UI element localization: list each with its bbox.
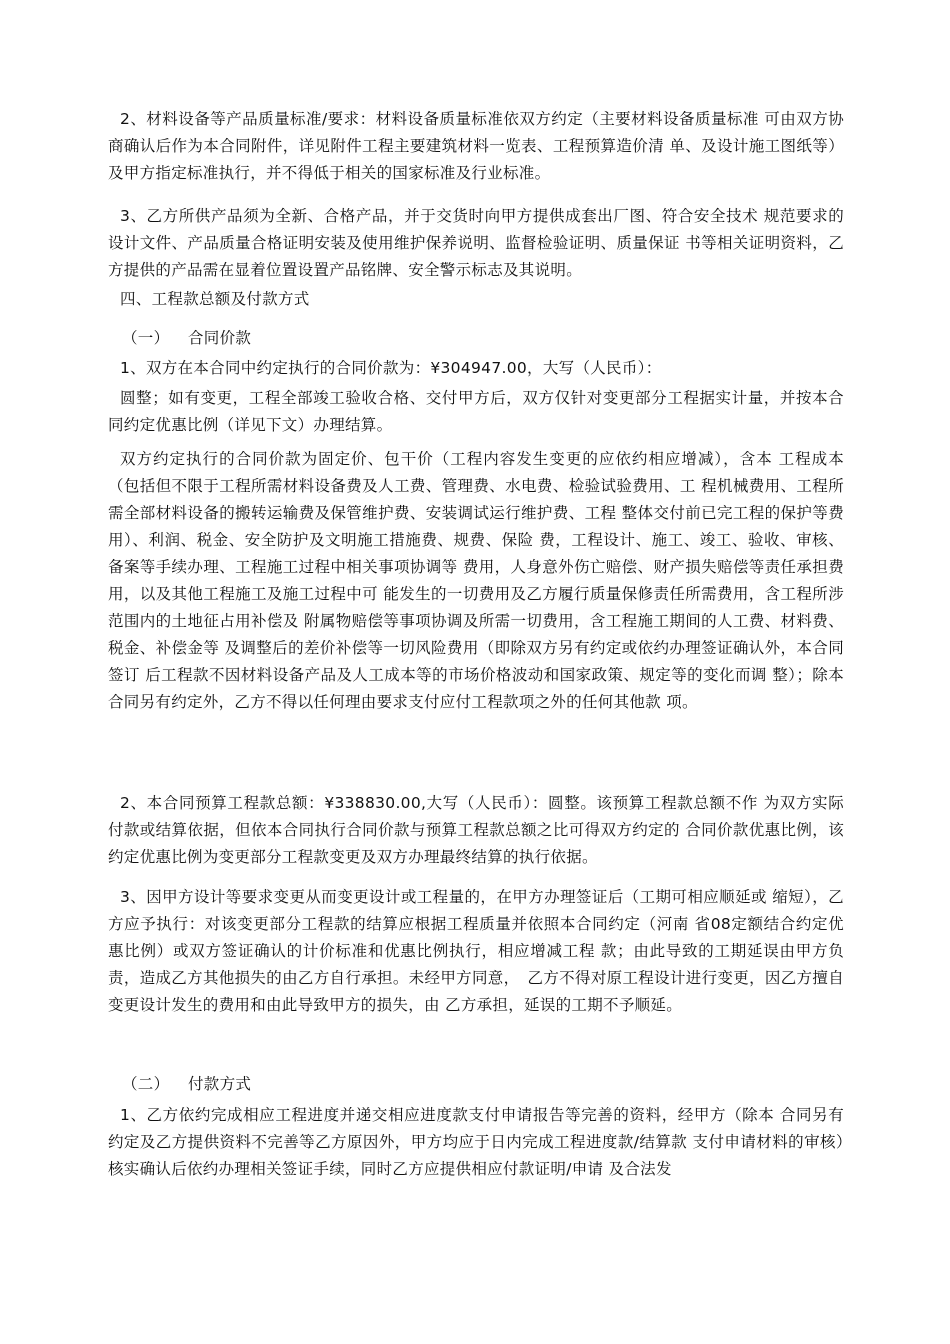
subsection-title: 付款方式 — [188, 1075, 252, 1093]
paragraph-budget-total: 2、本合同预算工程款总额：¥338830.00,大写（人民币）：圆整。该预算工程款总额不作 为双方实际付款或结算依据，但依本合同执行合同价款与预算工程款总额之比可得双方约定的 合同价款优惠比例，该约定优惠比例为变更部分工程款变更及双方办理最终结算的执行依据。 — [108, 794, 844, 866]
paragraph-contract-price-amount: 1、双方在本合同中约定执行的合同价款为：¥304947.00，大写（人民币）： — [120, 359, 662, 377]
paragraph-fixed-price-scope: 双方约定执行的合同价款为固定价、包干价（工程内容发生变更的应依约相应增减），含本 工程成本（包括但不限于工程所需材料设备费及人工费、管理费、水电费、检验试验费用、工 程机械费用、工程所需全部材料设备的搬转运输费及保管维护费、安装调试运行维护费、工程 整体交付前已完工程的保护等费用）、利润、税金、安全防护及文明施工措施费、规费、保险 费，工程设计、施工、竣工、验收、审核、备案等手续办理、工程施工过程中相关事项协调等 费用，人身意外伤亡赔偿、财产损失赔偿等责任承担费用，以及其他工程施工及施工过程中可 能发生的一切费用及乙方履行质量保修责任所需费用，含工程所涉范围内的土地征占用补偿及 附属物赔偿等事项协调及所需一切费用，含工程施工期间的人工费、材料费、税金、补偿金等 及调整后的差价补偿等一切风险费用（即除双方另有约定或依约办理签证确认外，本合同签订 后工程款不因材料设备产品及人工成本等的市场价格波动和国家政策、规定等的变化而调 整）；除本合同另有约定外，乙方不得以任何理由要求支付应付工程款项之外的任何其他款 项。 — [108, 450, 844, 711]
subsection-title: 合同价款 — [188, 329, 252, 347]
paragraph-progress-payment: 1、乙方依约完成相应工程进度并递交相应进度款支付申请报告等完善的资料，经甲方（除本 合同另有约定及乙方提供资料不完善等乙方原因外，甲方均应于日内完成工程进度款/结算款 支付申请材料的审核）核实确认后依约办理相关签证手续，同时乙方应提供相应付款证明/申请 及合法发 — [108, 1106, 844, 1178]
subsection-number: （一） — [122, 329, 170, 347]
paragraph-material-quality-standard: 2、材料设备等产品质量标准/要求：材料设备质量标准依双方约定（主要材料设备质量标准 可由双方协商确认后作为本合同附件，详见附件工程主要建筑材料一览表、工程预算造价清 单、及设计施工图纸等）及甲方指定标准执行，并不得低于相关的国家标准及行业标准。 — [108, 110, 844, 182]
paragraph-design-change: 3、因甲方设计等要求变更从而变更设计或工程量的，在甲方办理签证后（工期可相应顺延或 缩短），乙方应予执行：对该变更部分工程款的结算应根据工程质量并依照本合同约定（河南 省08定额结合约定优惠比例）或双方签证确认的计价标准和优惠比例执行，相应增减工程 款；由此导致的工期延误由甲方负责，造成乙方其他损失的由乙方自行承担。未经甲方同意， 乙方不得对原工程设计进行变更，因乙方擅自变更设计发生的费用和由此导致甲方的损失，由 乙方承担，延误的工期不予顺延。 — [108, 888, 844, 1014]
paragraph-change-settlement: 圆整；如有变更，工程全部竣工验收合格、交付甲方后，双方仅针对变更部分工程据实计量，并按本合同约定优惠比例（详见下文）办理结算。 — [108, 389, 844, 434]
paragraph-product-certification: 3、乙方所供产品须为全新、合格产品，并于交货时向甲方提供成套出厂图、符合安全技术 规范要求的设计文件、产品质量合格证明安装及使用维护保养说明、监督检验证明、质量保证 书等相关证明资料，乙方提供的产品需在显着位置设置产品铭牌、安全警示标志及其说明。 — [108, 207, 844, 279]
subsection-heading-payment-method — [122, 1071, 251, 1098]
subsection-heading-contract-price — [122, 325, 251, 352]
subsection-number: （二） — [122, 1075, 170, 1093]
section-heading-payment-total: 四、工程款总额及付款方式 — [120, 290, 310, 308]
